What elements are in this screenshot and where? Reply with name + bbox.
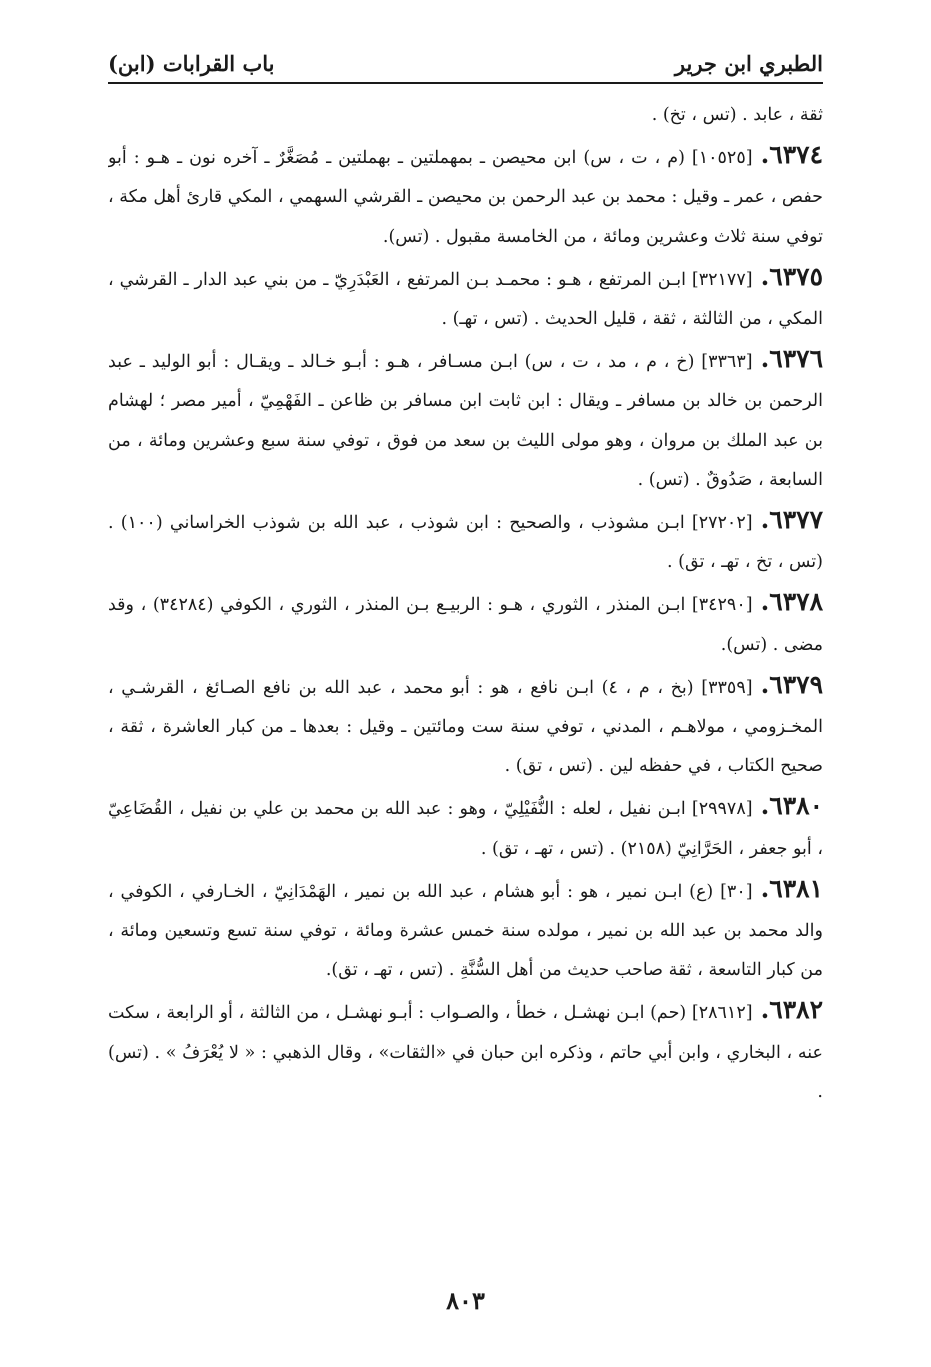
page-body: [108, 96, 823, 1276]
entry-text: [٣٤٢٩٠] ابـن المنذر ، الثوري ، هـو : الربيـع بـن المنذر ، الثوري ، الكوفي (٣٤٢٨٤) ، وقد مضى . (تس).: [108, 595, 823, 655]
page-number: ٨٠٣: [446, 1286, 485, 1315]
entry-6381: [108, 869, 823, 991]
entry-6380: [108, 786, 823, 868]
entry-number: ٦٣٧٤.: [760, 140, 823, 170]
entry-text: ثقة ، عابد . (تس ، تخ) .: [651, 105, 823, 125]
entry-number: ٦٣٧٨.: [760, 587, 823, 617]
entry-text: [٣٢١٧٧] ابـن المرتفع ، هـو : محمـد بـن المرتفع ، العَبْدَرِيّ ـ من بني عبد الدار ـ القرشي ، المكي ، من الثالثة ، ثقة ، قليل الحديث . (تس ، تهـ) .: [108, 269, 823, 330]
entry-text: [٣٠] (ع) ابـن نمير ، هو : أبو هشام ، عبد الله بن نمير ، الهَمْدَانِيّ ، الخـارفي ، الكوفي ، والد محمد بن عبد الله بن نمير ، مولده سنة خمس عشرة ومائة ، توفي سنة تسع وتسعين ومائة ، من كبار التاسعة ، ثقة صاحب حديث من أهل السُّنَّةِ . (تس ، تهـ ، تق).: [108, 881, 823, 981]
entry-number: ٦٣٧٥.: [760, 261, 823, 291]
entry-text: [٣٣٦٣] (خ ، م ، مد ، ت ، س) ابـن مسـافر ، هـو : أبـو خـالد ـ ويقـال : أبو الوليد ـ عبد الرحمن بن خالد بن مسافر ـ ويقال : ابن ثابت ابن مسافر بن ظاعن ـ الفَهْمِيّ ، أمير مصر ؛ لهشام بن عبد الملك بن مروان ، وهو مولى الليث بن سعد من فوق ، توفي سنة سبع وعشرين ومائة ، من السابعة ، صَدُوقٌ . (تس) .: [108, 352, 823, 490]
entry-number: ٦٣٨٢.: [760, 995, 823, 1025]
entry-text: [٢٨٦١٢] (حم) ابـن نهشـل ، خطأ ، والصـواب : أبـو نهشـل ، من الثالثة ، أو الرابعة ، سكت عنه ، البخاري ، وابن أبي حاتم ، وذكره ابن حبان في «الثقات» ، وقال الذهبي : « لا يُعْرَفُ » . (تس) .: [108, 1003, 823, 1102]
header-rule: [108, 82, 823, 84]
entry-6378: [108, 582, 823, 664]
entry-text: [٣٣٥٩] (بخ ، م ، ٤) ابـن نافع ، هو : أبو محمد ، عبد الله بن نافع الصـائغ ، القرشـي ، المخـزومي ، مولاهـم ، المدني ، توفي سنة ست ومائتين ـ وقيل : بعدها ـ من كبار العاشرة ، ثقة ، صحيح الكتاب ، في حفظه لين . (تس ، تق) .: [108, 677, 823, 777]
entry-number: ٦٣٨١.: [760, 873, 823, 903]
entry-text: [٢٧٢٠٢] ابـن مشوذب ، والصحيح : ابن شوذب ، عبد الله بن شوذب الخراساني (١٠٠) . (تس ، تخ ، تهـ ، تق) .: [108, 513, 823, 573]
entry-6374: [108, 135, 823, 257]
entry-number: ٦٣٧٦.: [760, 344, 823, 374]
entry-6375: [108, 257, 823, 339]
entry-6379: [108, 665, 823, 787]
entry-6376: [108, 339, 823, 500]
entry-number: ٦٣٧٧.: [760, 505, 823, 535]
entry-6377: [108, 500, 823, 582]
page-header: [108, 36, 823, 76]
running-title-right: الطبري ابن جرير: [674, 51, 823, 76]
entry-text: [١٠٥٢٥] (م ، ت ، س) ابن محيصن ـ بمهملتين ـ بهملتين ـ مُصَغَّرٌ ـ آخره نون ـ هـو : أبو حفص ، عمر ـ وقيل : محمد بن عبد الرحمن بن محيصن ـ القرشي السهمي ، المكي قارئ أهل مكة ، توفي سنة ثلاث وعشرين ومائة ، من الخامسة مقبول . (تس).: [108, 148, 823, 247]
running-title-left: باب القرابات (ابن): [108, 51, 275, 76]
entry-text: [٢٩٩٧٨] ابـن نفيل ، لعله : النُّفَيْلِيّ ، وهو : عبد الله بن محمد بن علي بن نفيل ، القُضَاعِيّ ، أبو جعفر ، الحَرَّانِيّ (٢١٥٨) . (تس ، تهـ ، تق) .: [108, 799, 823, 859]
entry-continuation: [108, 96, 823, 135]
entry-number: ٦٣٨٠.: [760, 791, 823, 821]
entry-number: ٦٣٧٩.: [760, 669, 823, 699]
entry-6382: [108, 990, 823, 1112]
